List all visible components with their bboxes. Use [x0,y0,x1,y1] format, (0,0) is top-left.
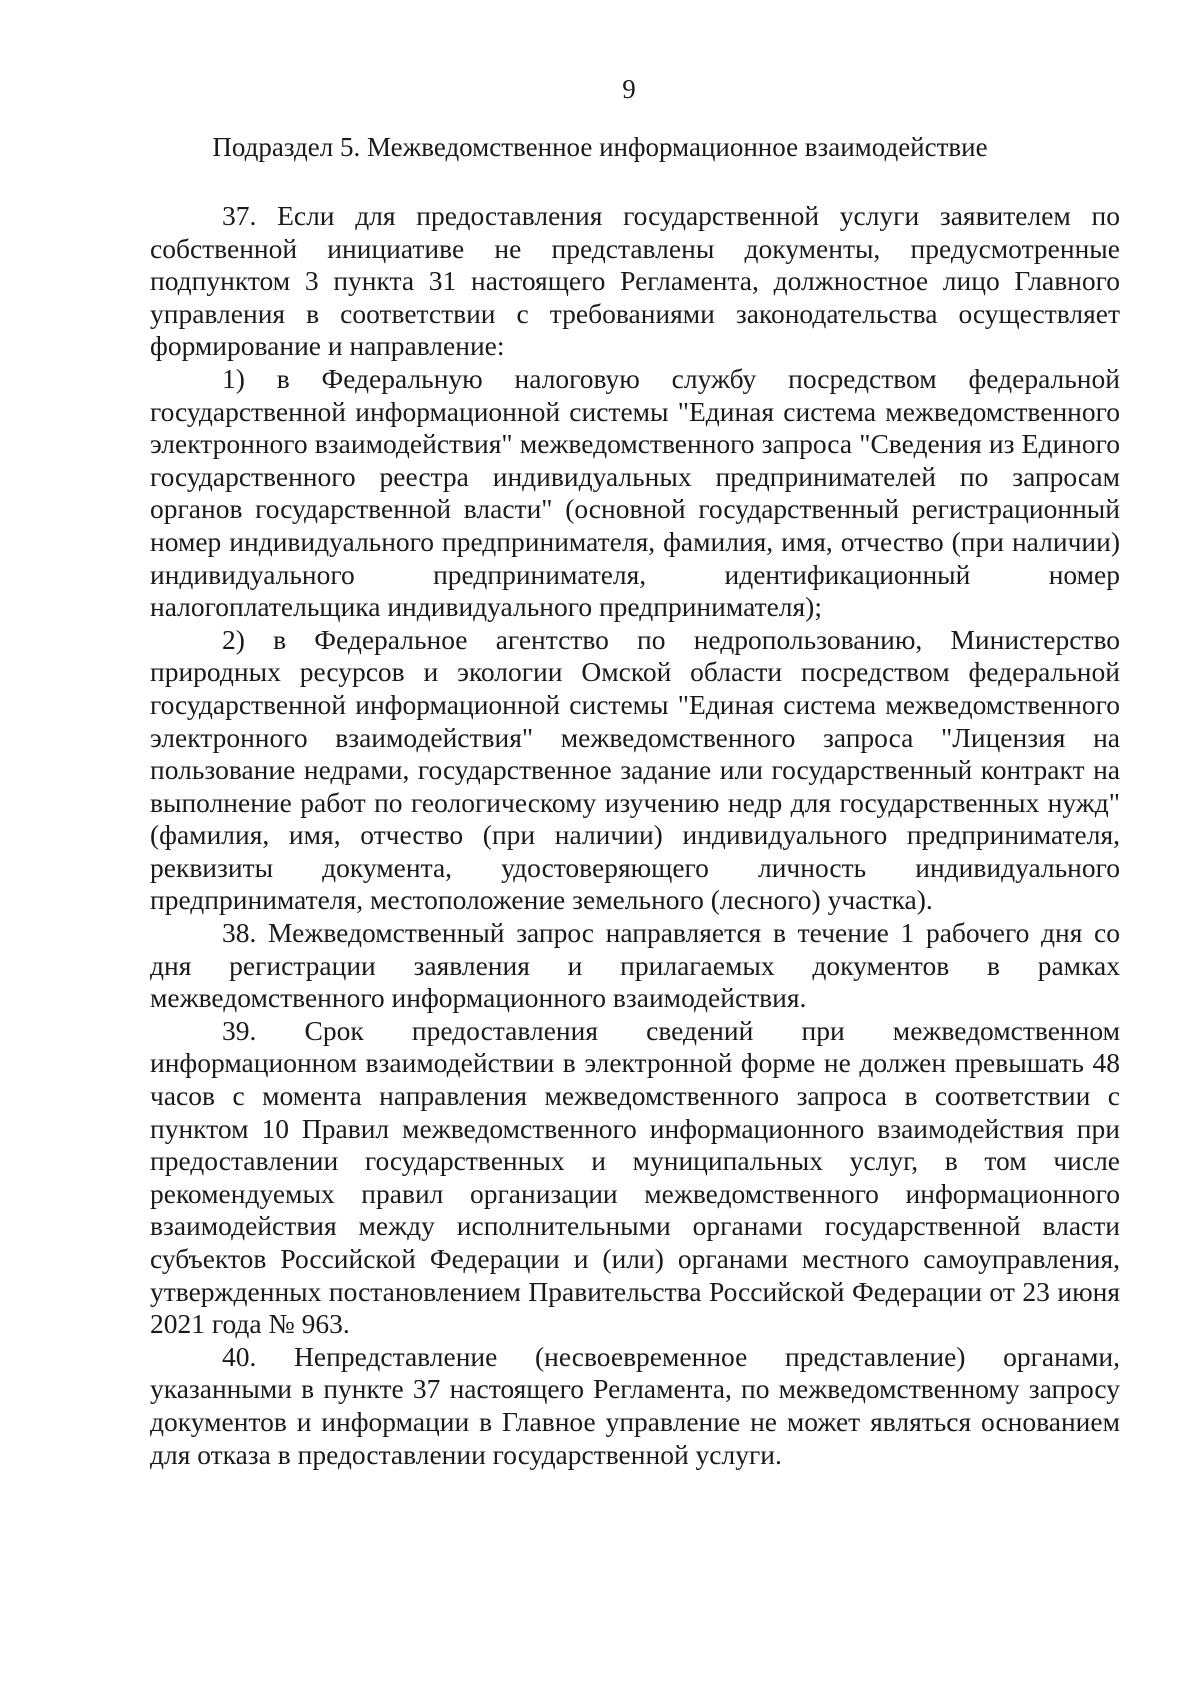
paragraph-37-item-2: 2) в Федеральное агентство по недропользованию, Министерство природных ресурсов и экологии Омской области посредством федеральной государственной информационной системы "Единая система межведомственного электронного взаимодействия" межведомственного запроса "Лицензия на пользование недрами, государственное задание или государственный контракт на выполнение работ по геологическому изучению недр для государственных нужд" (фамилия, имя, отчество (при наличии) индивидуального предпринимателя, реквизиты документа, удостоверяющего личность индивидуального предпринимателя, местоположение земельного (лесного) участка). [150,623,1120,916]
paragraph-38: 38. Межведомственный запрос направляется в течение 1 рабочего дня со дня регистрации заявления и прилагаемых документов в рамках межведомственного информационного взаимодействия. [150,917,1120,1014]
document-body [150,200,1120,1471]
paragraph-37-item-1: 1) в Федеральную налоговую службу посредством федеральной государственной информационной системы "Единая система межведомственного электронного взаимодействия" межведомственного запроса "Сведения из Единого государственного реестра индивидуальных предпринимателей по запросам органов государственной власти" (основной государственный регистрационный номер индивидуального предпринимателя, фамилия, имя, отчество (при наличии) индивидуального предпринимателя, идентификационный номер налогоплательщика индивидуального предпринимателя); [150,362,1120,623]
paragraph-39: 39. Срок предоставления сведений при межведомственном информационном взаимодействии в электронной форме не должен превышать 48 часов с момента направления межведомственного запроса в соответствии с пунктом 10 Правил межведомственного информационного взаимодействия при предоставлении государственных и муниципальных услуг, в том числе рекомендуемых правил организации межведомственного информационного взаимодействия между исполнительными органами государственной власти субъектов Российской Федерации и (или) органами местного самоуправления, утвержденных постановлением Правительства Российской Федерации от 23 июня 2021 года № 963. [150,1014,1120,1340]
paragraph-37: 37. Если для предоставления государственной услуги заявителем по собственной инициативе не представлены документы, предусмотренные подпунктом 3 пункта 31 настоящего Регламента, должностное лицо Главного управления в соответствии с требованиями законодательства осуществляет формирование и направление: [150,200,1120,362]
section-title: Подраздел 5. Межведомственное информационное взаимодействие [212,132,988,162]
paragraph-40: 40. Непредставление (несвоевременное представление) органами, указанными в пункте 37 настоящего Регламента, по межведомственному запросу документов и информации в Главное управление не может являться основанием для отказа в предоставлении государственной услуги. [150,1340,1120,1470]
page-number: 9 [622,74,636,104]
